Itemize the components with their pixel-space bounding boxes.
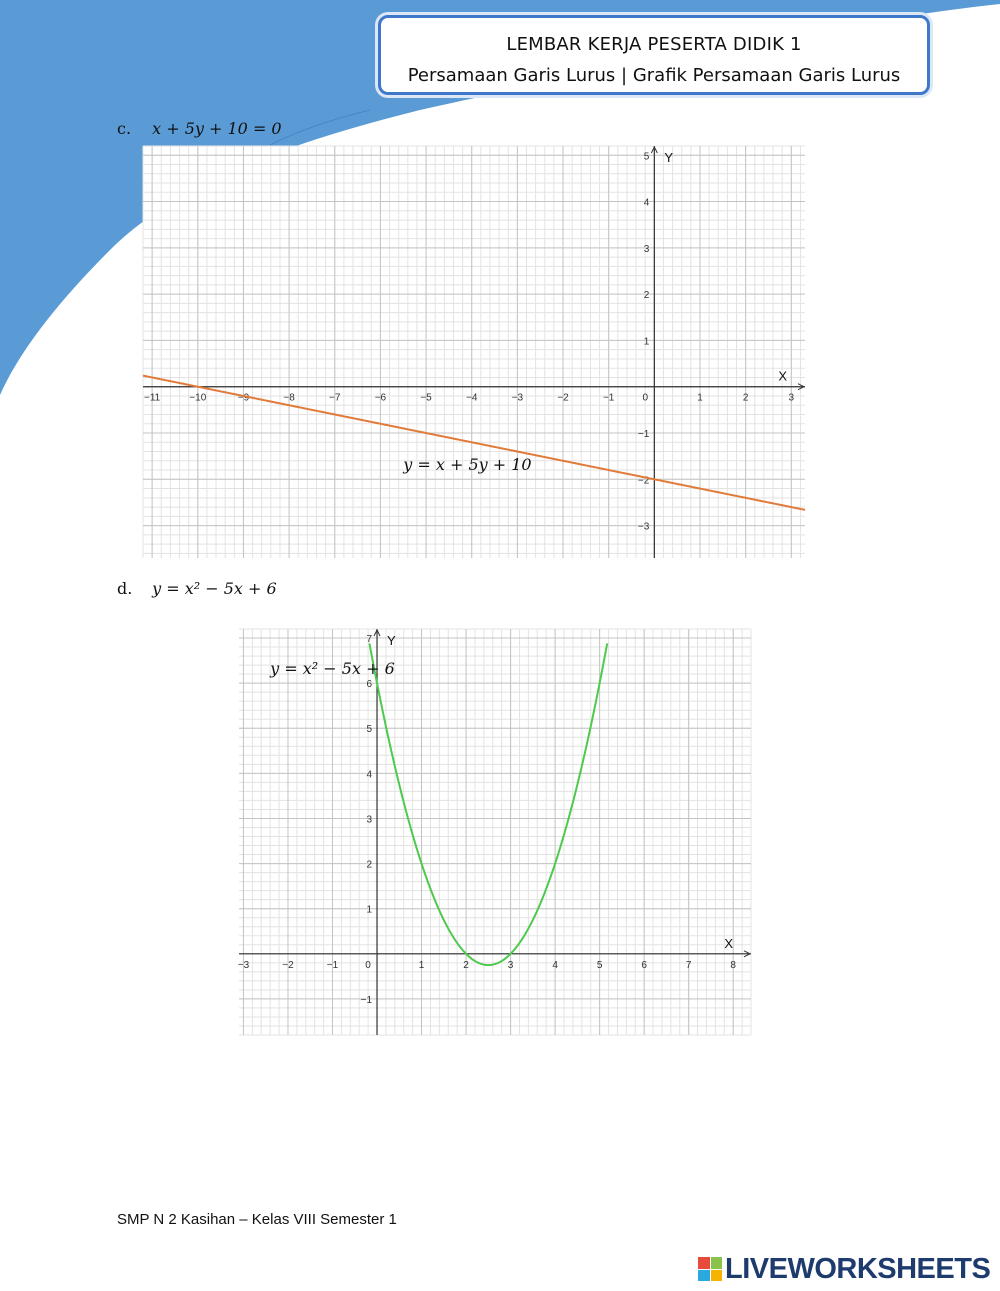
x-tick-label: 3 <box>507 959 514 971</box>
y-tick-label: 6 <box>366 679 373 691</box>
problem-equation: x + 5y + 10 = 0 <box>152 119 282 138</box>
problem-label: d. <box>117 579 133 598</box>
x-tick-label: −2 <box>557 392 569 404</box>
y-tick-label: 4 <box>643 197 650 209</box>
problem-d <box>117 579 277 598</box>
linear-chart <box>143 146 805 558</box>
brand-name: LIVEWORKSHEETS <box>725 1252 991 1285</box>
x-tick-label: 5 <box>596 959 603 971</box>
header-title: LEMBAR KERJA PESERTA DIDIK 1 <box>506 34 802 55</box>
x-axis-label: X <box>724 935 733 951</box>
x-tick-label: 4 <box>552 959 558 971</box>
y-tick-label: 3 <box>366 814 373 826</box>
x-tick-label: −3 <box>237 959 250 971</box>
function-label: y = x + 5y + 10 <box>403 455 532 475</box>
x-tick-label: −2 <box>282 959 294 971</box>
brand-logo <box>698 1253 990 1285</box>
x-tick-label: 6 <box>641 959 647 971</box>
y-tick-label: −3 <box>637 521 650 533</box>
y-tick-label: 2 <box>643 290 650 302</box>
x-tick-label: −8 <box>283 392 295 404</box>
y-tick-label: −2 <box>637 475 650 487</box>
footer-text: SMP N 2 Kasihan – Kelas VIII Semester 1 <box>117 1211 397 1228</box>
y-tick-label: 4 <box>366 769 373 781</box>
problem-label: c. <box>117 119 132 138</box>
y-tick-label: 1 <box>643 336 650 348</box>
minor-grid <box>239 629 751 1035</box>
y-tick-label: 7 <box>366 634 373 646</box>
x-tick-label: 0 <box>365 959 371 971</box>
quadratic-chart <box>239 629 751 1035</box>
header-subtitle: Persamaan Garis Lurus | Grafik Persamaan Garis Lurus <box>407 65 901 86</box>
y-axis-label: Y <box>387 633 396 648</box>
x-tick-label: −1 <box>326 959 339 971</box>
x-tick-label: 2 <box>742 392 749 404</box>
x-tick-label: −7 <box>329 392 341 404</box>
x-tick-label: −1 <box>602 392 615 404</box>
y-tick-label: 5 <box>643 151 650 163</box>
brand-logo-icon <box>698 1257 722 1281</box>
x-tick-label: −3 <box>511 392 524 404</box>
x-tick-label: 8 <box>730 959 736 971</box>
x-tick-label: 3 <box>788 392 795 404</box>
x-tick-label: −6 <box>374 392 387 404</box>
graph-quadratic <box>239 629 751 1035</box>
y-axis-label: Y <box>664 150 674 165</box>
problem-equation: y = x² − 5x + 6 <box>152 579 277 598</box>
x-tick-label: 1 <box>418 959 425 971</box>
x-axis-label: X <box>778 368 787 384</box>
major-grid <box>239 629 751 1035</box>
y-tick-label: −1 <box>360 994 373 1006</box>
major-grid <box>143 146 805 558</box>
graph-linear <box>143 146 805 558</box>
x-tick-label: −11 <box>144 392 161 404</box>
problem-c <box>117 119 282 138</box>
x-tick-label: −4 <box>466 392 478 404</box>
x-tick-label: 7 <box>685 959 692 971</box>
x-tick-label: 0 <box>642 392 649 404</box>
minor-grid <box>143 146 805 558</box>
x-tick-label: −9 <box>237 392 250 404</box>
x-tick-label: −5 <box>420 392 432 404</box>
x-tick-label: 2 <box>463 959 469 971</box>
y-tick-label: 5 <box>366 724 373 736</box>
function-label: y = x² − 5x + 6 <box>270 659 395 679</box>
y-tick-label: 3 <box>643 243 650 255</box>
x-tick-label: 1 <box>697 392 703 404</box>
header-box <box>378 15 930 95</box>
y-tick-label: 2 <box>366 859 373 871</box>
y-tick-label: 1 <box>366 904 373 916</box>
y-tick-label: −1 <box>637 429 650 441</box>
x-tick-label: −10 <box>189 392 207 404</box>
